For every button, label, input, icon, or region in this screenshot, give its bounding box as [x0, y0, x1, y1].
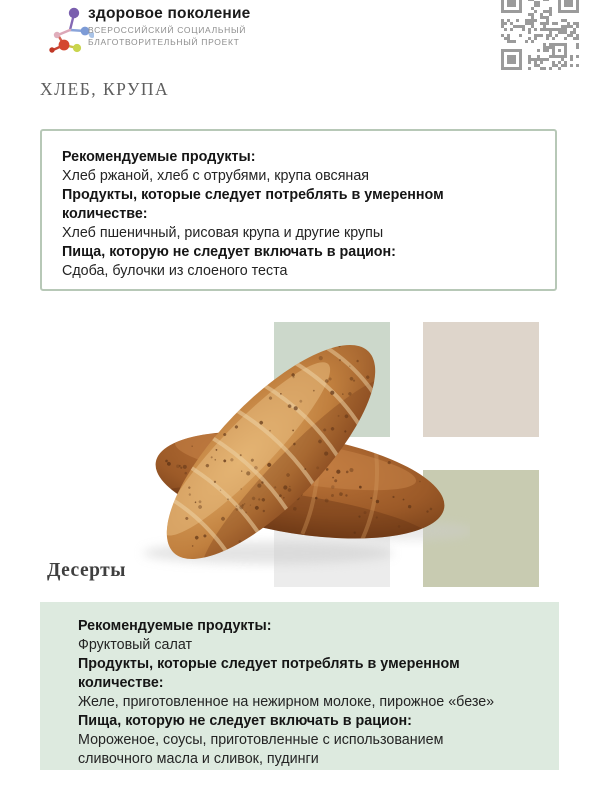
text-line: Продукты, которые следует потреблять в умеренном [78, 656, 460, 672]
text-line: Пища, которую не следует включать в рацион: [78, 713, 412, 729]
recommendations-box-bread [40, 129, 557, 291]
text-line: Хлеб ржаной, хлеб с отрубями, крупа овсяная [62, 168, 370, 184]
text-line: Продукты, которые следует потреблять в умеренном [62, 187, 444, 203]
text-line: Мороженое, соусы, приготовленные с использованием [78, 732, 444, 748]
text-line: Пища, которую не следует включать в рацион: [62, 244, 396, 260]
bread-loaves-photo [118, 325, 470, 575]
text-line: Рекомендуемые продукты: [78, 618, 272, 634]
brand-wordmark [88, 6, 251, 47]
brand-tagline-1: ВСЕРОССИЙСКИЙ СОЦИАЛЬНЫЙ [88, 25, 247, 35]
qr-code [501, 0, 579, 70]
text-line: Рекомендуемые продукты: [62, 149, 256, 165]
text-line: количестве: [62, 206, 148, 222]
text-line: сливочного масла и сливок, пудинги [78, 751, 319, 767]
section-title-desserts: Десерты [47, 560, 126, 581]
brand-name: здоровое поколение [88, 5, 251, 22]
text-line: Желе, приготовленное на нежирном молоке, пирожное «безе» [78, 694, 495, 710]
recommendations-box-desserts [40, 602, 559, 770]
text-line: Фруктовый салат [78, 637, 193, 653]
text-line: Хлеб пшеничный, рисовая крупа и другие крупы [62, 225, 384, 241]
section-title-bread: ХЛЕБ, КРУПА [40, 79, 170, 99]
text-line: Сдоба, булочки из слоеного теста [62, 263, 288, 279]
text-line: количестве: [78, 675, 164, 691]
molecule-icon [44, 2, 94, 54]
brand-tagline-2: БЛАГОТВОРИТЕЛЬНЫЙ ПРОЕКТ [88, 36, 240, 47]
